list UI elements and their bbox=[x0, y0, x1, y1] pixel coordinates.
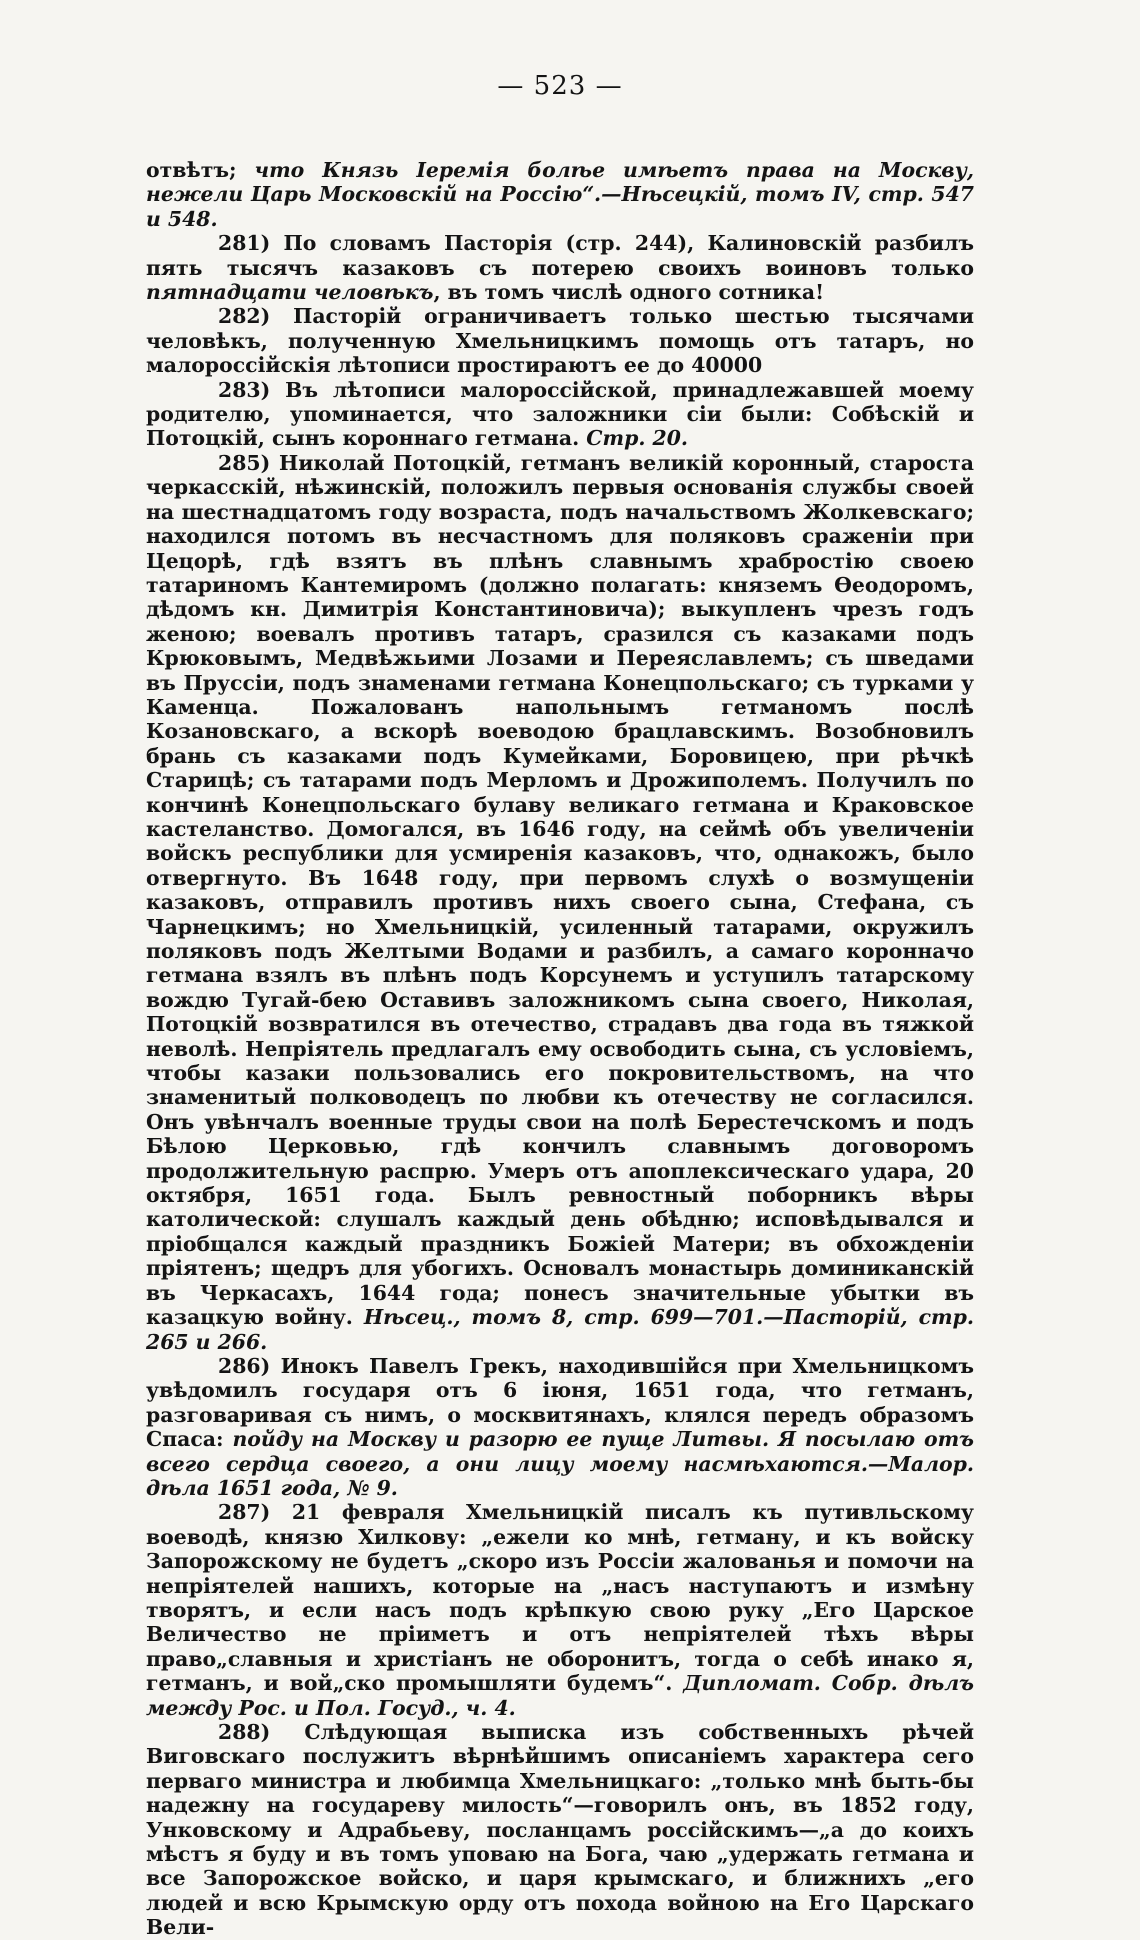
paragraph-note-286 bbox=[146, 1354, 974, 1500]
citation-segment: Дипломат. Собр. дѣлъ между Рос. и Пол. Госуд., ч. 4. bbox=[146, 1671, 974, 1720]
text-segment: 283) Въ лѣтописи малороссійской, принадлежавшей моему родителю, упоминается, что заложники сіи были: Собѣскій и Потоцкій, сынъ короннаго гетмана. bbox=[146, 377, 974, 451]
text-segment: 282) Пасторій ограничиваетъ только шестью тысячами человѣкъ, полученную Хмельницкимъ помощь отъ татаръ, но малороссійскія лѣтописи простираютъ ее до 40000 bbox=[146, 304, 974, 378]
emphasis-segment: пятнадцати человѣкъ bbox=[146, 280, 434, 305]
paragraph-note-283 bbox=[146, 378, 974, 451]
text-segment: 288) Слѣдующая выписка изъ собственныхъ рѣчей Виговскаго послужитъ вѣрнѣйшимъ описаніемъ характера сего перваго министра и любимца Хмельницкаго: „только мнѣ быть-бы надежну на государеву милость“—говорилъ онъ, въ 1852 году, Унковскому и Адрабьеву, посланцамъ россійскимъ—„а до коихъ мѣстъ я буду и въ томъ уповаю на Бога, чаю „удержать гетмана и все Запорожское войско, и царя крымскаго, и ближнихъ „его людей и всю Крымскую орду отъ похода войною на Его Царскаго Вели- bbox=[146, 1720, 974, 1940]
paragraph-continuation bbox=[146, 158, 974, 231]
citation-segment: Нѣсец., томъ 8, стр. 699—701.—Пасторій, стр. 265 и 266. bbox=[146, 1305, 974, 1354]
text-segment: 285) Николай Потоцкій, гетманъ великій коронный, староста черкасскій, нѣжинскій, положилъ первыя основанія службы своей на шестнадцатомъ году возраста, подъ начальствомъ Жолкевскаго; находился потомъ въ несчастномъ для поляковъ сраженіи при Цецорѣ, гдѣ взятъ въ плѣнъ славнымъ храбростію своею татариномъ Кантемиромъ (должно полагать: княземъ Ѳеодоромъ, дѣдомъ кн. Димитрія Константиновича); выкупленъ чрезъ годъ женою; воевалъ противъ татаръ, сразился съ казаками подъ Крюковымъ, Медвѣжьими Лозами и Переяславлемъ; съ шведами въ Пруссіи, подъ знаменами гетмана Конецпольскаго; съ турками у Каменца. Пожалованъ напольнымъ гетманомъ послѣ Козановскаго, а вскорѣ воеводою брацлавскимъ. Возобновилъ брань съ казаками подъ Кумейками, Боровицею, при рѣчкѣ Старицѣ; съ татарами подъ Мерломъ и Дрожиполемъ. Получилъ по кончинѣ Конецпольскаго булаву великаго гетмана и Краковское кастеланство. Домогался, въ 1646 году, на сеймѣ объ увеличеніи войскъ республики для усмиренія казаковъ, что, однакожъ, было отвергнуто. Въ 1648 году, при первомъ слухѣ о возмущеніи казаковъ, отправилъ противъ нихъ своего сына, Стефана, съ Чарнецкимъ; но Хмельницкій, усиленный татарами, окружилъ поляковъ подъ Желтыми Водами и разбилъ, а самаго коронначо гетмана взялъ въ плѣнъ подъ Корсунемъ и уступилъ татарскому вождю Тугай-бею Оставивъ заложникомъ сына своего, Николая, Потоцкій возвратился въ отечество, страдавъ два года въ тяжкой неволѣ. Непріятель предлагалъ ему освободить сына, съ условіемъ, чтобы казаки пользовались его покровительствомъ, на что знаменитый полководецъ по любви къ отечеству не согласился. Онъ увѣнчалъ военные труды свои на полѣ Берестечскомъ и подъ Бѣлою Церковью, гдѣ кончилъ славнымъ договоромъ продолжительную распрю. Умеръ отъ апоплексическаго удара, 20 октября, 1651 года. Былъ ревностный поборникъ вѣры католической: слушалъ каждый день обѣдню; исповѣдывался и пріобщался каждый праздникъ Божіей Матери; въ обхожденіи пріятенъ; щедръ для убогихъ. Основалъ монастырь доминиканскій въ Черкасахъ, 1644 года; понесъ значительные убытки въ казацкую войну. bbox=[146, 450, 974, 1330]
quote-segment: пойду на Москву и разорю ее пуще Литвы. Я посылаю отъ всего сердца своего, а они лицу моему насмѣхаются.—Малор. дѣла 1651 года, № 9. bbox=[146, 1427, 974, 1500]
text-segment: , въ томъ числѣ одного сотника! bbox=[433, 280, 825, 305]
paragraph-note-281 bbox=[146, 231, 974, 304]
page-number: — 523 — bbox=[497, 71, 623, 101]
paragraph-note-287 bbox=[146, 1500, 974, 1720]
text-segment: 287) 21 февраля Хмельницкій писалъ къ путивльскому воеводѣ, князю Хилкову: „ежели ко мнѣ, гетману, и къ войску Запорожскому не будетъ „скоро изъ Россіи жалованья и помочи на непріятелей нашихъ, которые на „насъ наступаютъ и измѣну творятъ, и если насъ подъ крѣпкую свою руку „Его Царское Величество не пріиметъ и отъ непріятелей тѣхъ вѣры право„славныя и христіанъ не оборонитъ, тогда о себѣ инако я, гетманъ, и вой„ско промышляти будемъ“. bbox=[146, 1500, 974, 1696]
citation-segment: Стр. 20. bbox=[586, 426, 689, 451]
page-body bbox=[146, 158, 974, 1940]
text-segment: 281) По словамъ Пасторія (стр. 244), Калиновскій разбилъ пять тысячъ казаковъ съ потерею своихъ воиновъ только bbox=[146, 231, 974, 280]
paragraph-note-285 bbox=[146, 451, 974, 1354]
text-segment: 286) Инокъ Павелъ Грекъ, находившійся при Хмельницкомъ увѣдомилъ государя отъ 6 іюня, 1651 года, что гетманъ, разговаривая съ нимъ, о москвитянахъ, клялся передъ образомъ Спаса: bbox=[146, 1353, 974, 1452]
citation-segment: что Князь Іеремія болѣе имѣетъ права на Москву, нежели Царь Московскій на Россію“.—Нѣсецкій, томъ IV, стр. 547 и 548. bbox=[146, 158, 974, 231]
paragraph-note-288 bbox=[146, 1720, 974, 1940]
text-segment: отвѣтъ; bbox=[146, 158, 255, 182]
paragraph-note-282 bbox=[146, 304, 974, 377]
